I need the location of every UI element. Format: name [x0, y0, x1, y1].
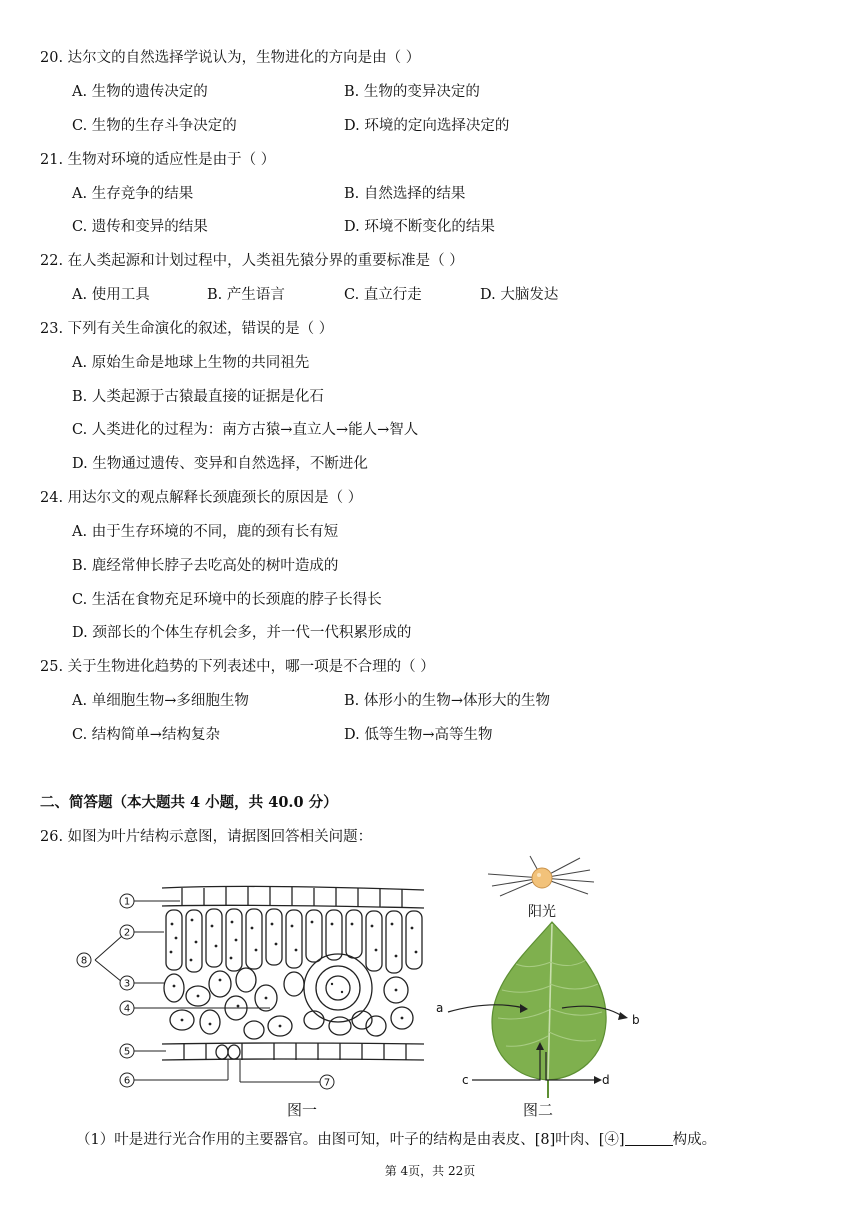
question-26-stem: 26. 如图为叶片结构示意图，请据图回答相关问题： — [40, 829, 373, 845]
question-24-stem: 24. 用达尔文的观点解释长颈鹿颈长的原因是（ ） — [40, 490, 363, 506]
q25-option-b: B. 体形小的生物→体形大的生物 — [344, 693, 551, 709]
q21-option-b: B. 自然选择的结果 — [344, 186, 466, 202]
q26-sub1-text-end: 构成。 — [672, 1132, 717, 1148]
q21-option-a: A. 生存竞争的结果 — [72, 186, 194, 202]
q20-option-d: D. 环境的定向选择决定的 — [344, 118, 510, 134]
q25-option-a: A. 单细胞生物→多细胞生物 — [72, 693, 249, 709]
svg-text:1: 1 — [123, 896, 131, 908]
answer-blank[interactable] — [625, 1131, 673, 1146]
svg-text:2: 2 — [123, 927, 131, 939]
q24-option-b: B. 鹿经常伸长脖子去吃高处的树叶造成的 — [72, 558, 339, 574]
leaf-photosynthesis-diagram — [430, 852, 670, 1100]
q23-option-c: C. 人类进化的过程为：南方古猿→直立人→能人→智人 — [72, 422, 419, 438]
q26-sub1-text: （1）叶是进行光合作用的主要器官。由图可知，叶子的结构是由表皮、[8]叶肉、[④] — [76, 1132, 625, 1148]
arrow-label-c: c — [462, 1073, 469, 1087]
q23-option-b: B. 人类起源于古猿最直接的证据是化石 — [72, 389, 324, 405]
svg-text:5: 5 — [123, 1046, 131, 1058]
q24-option-d: D. 颈部长的个体生存机会多，并一代一代积累形成的 — [72, 625, 412, 641]
question-23-stem: 23. 下列有关生命演化的叙述，错误的是（ ） — [40, 321, 334, 337]
q22-option-b: B. 产生语言 — [207, 287, 285, 303]
svg-text:4: 4 — [123, 1003, 131, 1015]
q26-subquestion-1 — [76, 1130, 716, 1150]
question-21-stem: 21. 生物对环境的适应性是由于（ ） — [40, 152, 276, 168]
arrow-label-d: d — [602, 1073, 610, 1087]
page-footer: 第 4页，共 22页 — [384, 1164, 476, 1178]
q23-option-a: A. 原始生命是地球上生物的共同祖先 — [72, 355, 310, 371]
q20-option-c: C. 生物的生存斗争决定的 — [72, 118, 237, 134]
sunlight-label: 阳光 — [528, 904, 556, 920]
q24-option-c: C. 生活在食物充足环境中的长颈鹿的脖子长得长 — [72, 592, 382, 608]
q22-option-c: C. 直立行走 — [344, 287, 422, 303]
q25-option-c: C. 结构简单→结构复杂 — [72, 727, 220, 743]
svg-text:6: 6 — [123, 1075, 131, 1087]
q20-option-a: A. 生物的遗传决定的 — [72, 84, 208, 100]
arrow-label-b: b — [632, 1013, 640, 1027]
q21-option-c: C. 遗传和变异的结果 — [72, 219, 208, 235]
leaf-cross-section-diagram — [70, 880, 430, 1090]
svg-text:7: 7 — [323, 1077, 331, 1089]
question-22-stem: 22. 在人类起源和计划过程中，人类祖先猿分界的重要标准是（ ） — [40, 253, 464, 269]
arrow-label-a: a — [436, 1001, 444, 1015]
q23-option-d: D. 生物通过遗传、变异和自然选择，不断进化 — [72, 456, 368, 472]
q21-option-d: D. 环境不断变化的结果 — [344, 219, 495, 235]
figure-2-caption: 图二 — [523, 1101, 554, 1119]
figure-1-caption: 图一 — [287, 1101, 318, 1119]
section-title: 二、简答题（本大题共 4 小题，共 40.0 分） — [40, 794, 338, 811]
q24-option-a: A. 由于生存环境的不同，鹿的颈有长有短 — [72, 524, 339, 540]
q22-option-a: A. 使用工具 — [72, 287, 150, 303]
q25-option-d: D. 低等生物→高等生物 — [344, 727, 493, 743]
question-25-stem: 25. 关于生物进化趋势的下列表述中，哪一项是不合理的（ ） — [40, 659, 435, 675]
q20-option-b: B. 生物的变异决定的 — [344, 84, 480, 100]
question-20-stem: 20. 达尔文的自然选择学说认为，生物进化的方向是由（ ） — [40, 50, 421, 66]
svg-text:3: 3 — [123, 978, 131, 990]
svg-text:8: 8 — [80, 955, 88, 967]
q22-option-d: D. 大脑发达 — [480, 287, 559, 303]
